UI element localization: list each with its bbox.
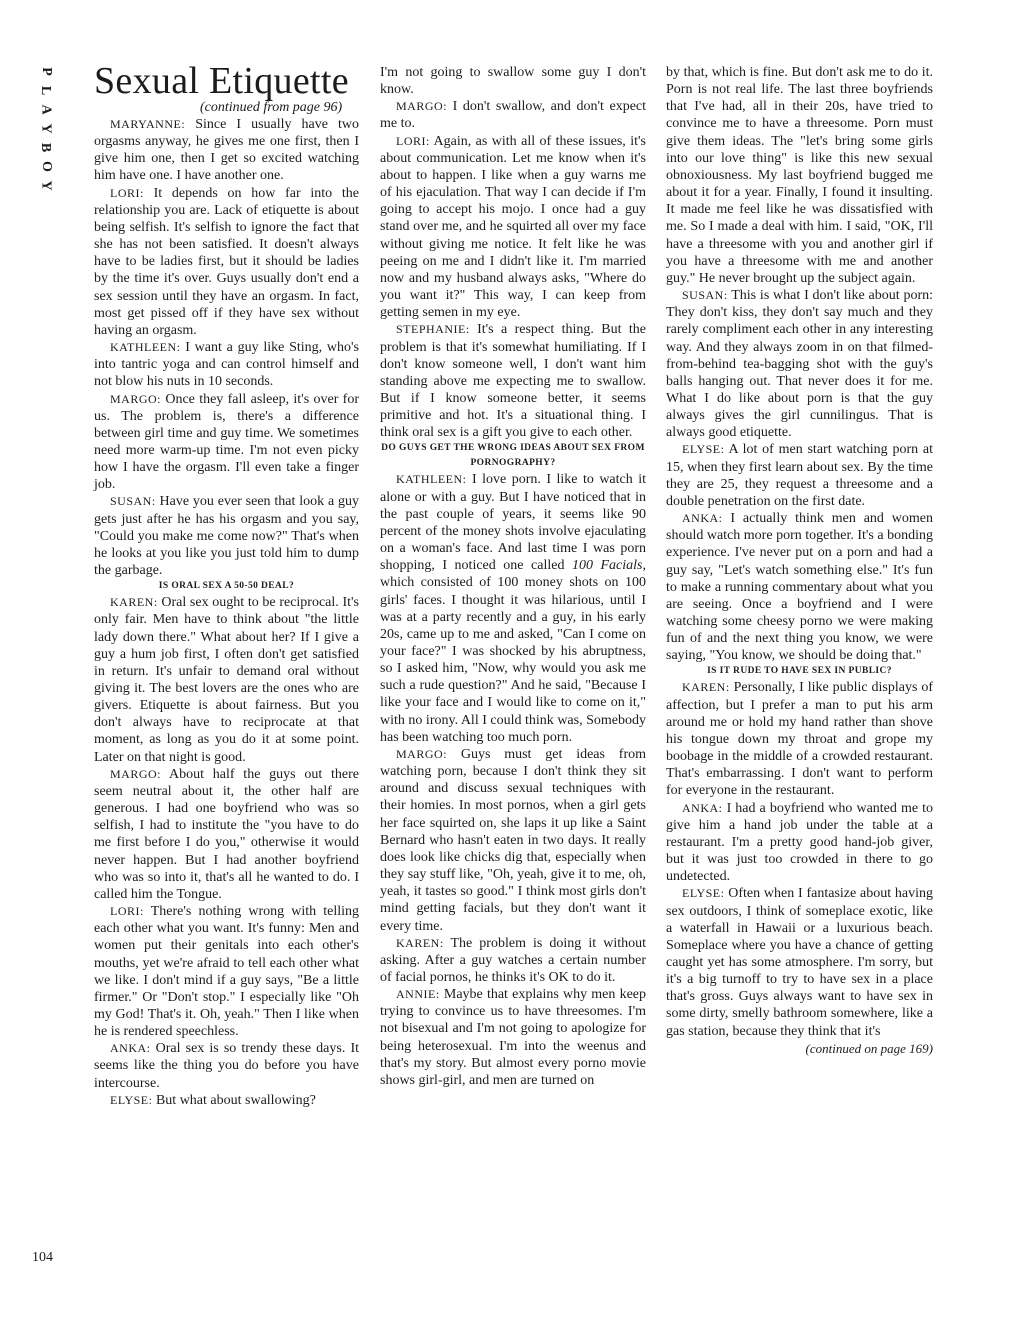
speaker: ANKA: [110, 1041, 151, 1056]
sidebar-letter: Y [38, 180, 54, 191]
page-number: 104 [32, 1250, 53, 1265]
paragraph [380, 746, 646, 935]
paragraph-text: It depends on how far into the relationship you are. Lack of etiquette is about being selfish. It's selfish to ignore the fact that she has not been satisfied. It doesn't always have to be ladies first, but it should be ladies by the time it's over. Guys usually don't end a sex session until they have an orgasm. In fact, most get pissed off if they have sex without having an orgasm. [94, 185, 359, 338]
paragraph-text: A lot of men start watching porn at 15, when they first learn about sex. By the time they are 25, they request a threesome and a double penetration on the first date. [666, 442, 933, 509]
paragraph-text: I'm not going to swallow some guy I don't know. [380, 65, 646, 98]
paragraph-text: I had a boyfriend who wanted me to give him a hand job under the table at a restaurant. I'm a pretty good hand-job giver, but it was just too crowded in there to go undetected. [666, 800, 933, 885]
continued-from-note: (continued from page 96) [200, 100, 343, 115]
article-title: Sexual Etiquette [94, 60, 349, 102]
paragraph-text: Guys must get ideas from watching porn, because I don't think they sit around and discuss sexual techniques with their homies. In most pornos, when a girl gets her face squirted on, she laps it up like a Saint Bernard who hasn't eaten in two days. It really does look like chicks dig that, especially when they say stuff like, "Oh, yeah, give it to me, oh, yeah, it tastes so good." I think most girls don't mind getting facials, but they don't want it every time. [380, 746, 647, 934]
paragraph-text: I actually think men and women should watch more porn together. It's a bonding experience. I've never put on a porn and had a guy say, "Let's watch something else." It's fun to make a running commentary about what you are seeing. Once a boyfriend and I were watching some cheesy porno we were making fun of and the next thing you know, we were saying, "You know, we should be doing that." [666, 511, 933, 664]
paragraph [666, 510, 933, 664]
paragraph-text: , which consisted of 100 money shots on 100 girls' faces. I thought it was hilarious, until I was at a party recently and a guy, in his early 20s, came up to me and asked, "Can I come on your face?" I was shocked by his abruptness, so I asked him, "Now, why would you ask me such a rude question?" And he said, "Because I like your face and I would like to come on it," with no irony. All I could think was, Somebody has been watching too much porn. [380, 558, 647, 745]
paragraph-text: This is what I don't like about porn: They don't kiss, they don't say much and they rarely compliment each other in any interesting way. And they always zoom in on that filmed-from-behind tea-bagging shot with the guy's balls hanging out. That never does it for me. What I do like about porn is that the guy always gives the girl cunnilingus. That is always good etiquette. [666, 288, 933, 441]
section-heading: DO GUYS GET THE WRONG IDEAS ABOUT SEX FROM PORNOGRAPHY? [381, 443, 645, 469]
paragraph-text: Often when I fantasize about having sex outdoors, I think of someplace exotic, like a waterfall in Hawaii or a luxurious beach. Someplace where you have a chance of getting caught yet has some atmosphere. I'm sorry, but it's a big turnoff to try to have sex in a place that's gross. Guys always want to have sex in some dirty, smelly bathroom somewhere, like a gas station, because they think that it's [666, 886, 933, 1039]
paragraph [94, 903, 359, 1040]
speaker: ELYSE: [682, 886, 725, 901]
paragraph [380, 98, 646, 132]
paragraph [94, 339, 359, 390]
paragraph-text: It's a respect thing. But the problem is that it's somewhat humiliating. If I don't know someone well, I don't want him standing above me expecting me to swallow. But if I know someone better, it seems primitive and hot. It's a situational thing. I think oral sex is a gift you give to each other. [380, 322, 646, 441]
paragraph [380, 935, 646, 986]
speaker: MARYANNE: [110, 117, 186, 131]
paragraph-text: There's nothing wrong with telling each other what you want. It's funny: Men and women put their genitals into each other's mouths, yet we're afraid to tell each other what we like. I don't mind if a guy says, "Be a little firmer." Or "Don't stop." I especially like "Oh my God! That's it. Oh, yeah." Then I like when he is rendered speechless. [94, 904, 360, 1040]
paragraph [380, 321, 646, 441]
speaker: LORI: [110, 904, 144, 919]
speaker: KATHLEEN: [110, 340, 181, 355]
paragraph-text: Once they fall asleep, it's over for us. The problem is, there's a difference between girl time and guy time. We sometimes need more warm-up time. I'm not even picky how I have the orgasm. I'll even take a finger job. [94, 391, 359, 493]
speaker: ANKA: [682, 800, 723, 815]
paragraph-text: by that, which is fine. But don't ask me to do it. Porn is not real life. The last three boyfriends that I've had, all in their 20s, have tried to convince me to have a threesome. Porn must give them ideas. The "let's bring some girls into our love thing" is like this new sexual obnoxiousness. My last boyfriend bugged me about it for a year. Finally, I found it insulting. It made me feel like he was dissatisfied with me. So I made a deal with him. I said, "OK, I'll have a threesome with you and another girl if you have a threesome with me and another guy." He never brought up the subject again. [666, 65, 933, 286]
column-3 [666, 64, 933, 1057]
magazine-name-vertical [34, 62, 58, 195]
paragraph [666, 679, 933, 799]
paragraph [666, 287, 933, 441]
paragraph [94, 594, 359, 766]
paragraph-text: Oral sex is so trendy these days. It seems like the thing you do before you have intercourse. [94, 1041, 360, 1091]
paragraph-text: Personally, I like public displays of affection, but I prefer a man to put his arm around me or hold my hand rather than shove his tongue down my throat and grope my boobage in the middle of a crowded restaurant. That's embarrassing. I don't want to perform for everyone in the restaurant. [666, 680, 933, 799]
paragraph [380, 986, 646, 1089]
speaker: ANNIE: [396, 987, 440, 1002]
paragraph [666, 441, 933, 510]
paragraph-text: About half the guys out there seem neutral about it, the other half are generous. I had one boyfriend who was so selfish, I had to institute the "you have to do me first before I do you," otherwise it would never happen. But I had another boyfriend who was so into it, that's all he wanted to do. I called him the Tongue. [94, 766, 360, 902]
section-heading: IS IT RUDE TO HAVE SEX IN PUBLIC? [707, 666, 892, 677]
speaker: KAREN: [396, 935, 444, 950]
paragraph-text: I love porn. I like to watch it alone or with a guy. But I have noticed that in the past couple of years, it seems like 90 percent of the money shots involve ejaculating on a woman's face. And last time I was porn shopping, I noticed one called [380, 472, 646, 574]
speaker: ELYSE: [110, 1092, 153, 1107]
paragraph-text: Since I usually have two orgasms anyway, he gives me one first, then I give him one, then I get so excited watching him have one. I have another one. [94, 117, 360, 184]
paragraph-text: Oral sex ought to be reciprocal. It's only fair. Men have to think about "the little lady down there." What about her? If I give a guy a hum job first, I often don't get satisfied in return. It's unfair to demand oral without giving it. The best lovers are the ones who are givers. Etiquette is about fairness. But you don't always have to reciprocate at that moment, as long as you do it at some point. Later on that night is good. [94, 595, 359, 765]
speaker: MARGO: [110, 766, 162, 781]
paragraph [94, 1040, 359, 1091]
film-title: 100 Facials [571, 558, 643, 574]
paragraph-text: Have you ever seen that look a guy gets just after he has his orgasm and you say, "Could you make me come now?" That's when he looks at you like you just told him to dump the garbage. [94, 494, 359, 579]
sidebar-letter: B [38, 142, 54, 153]
speaker: ELYSE: [682, 442, 725, 457]
sidebar-letter: A [38, 104, 54, 115]
speaker: MARGO: [110, 391, 162, 406]
speaker: SUSAN: [682, 288, 728, 303]
paragraph [666, 64, 933, 287]
column-2 [380, 64, 646, 1089]
paragraph [94, 766, 359, 903]
speaker: KAREN: [682, 680, 730, 695]
speaker: STEPHANIE: [396, 322, 470, 337]
speaker: MARGO: [396, 99, 448, 114]
speaker: LORI: [110, 185, 144, 200]
sidebar-letter: Y [38, 123, 54, 134]
paragraph [94, 1092, 359, 1109]
paragraph-text: Again, as with all of these issues, it's about communication. Let me know when it's about to happen. I like when a guy warns me of his ejaculation. That way I can decide if I'm going to accept his mojo. I once had a guy stand over me, and he squirted all over my face without giving me notice. It felt like he was peeing on me and I didn't like it. I'm married now and my husband always asks, "Where do you want it?" This way, I can keep from getting semen in my eye. [380, 133, 646, 321]
sidebar-letter: L [38, 85, 54, 96]
paragraph-text: I want a guy like Sting, who's into tantric yoga and can control himself and not blow his nuts in 10 seconds. [94, 340, 360, 390]
speaker: KATHLEEN: [396, 472, 467, 487]
speaker: ANKA: [682, 511, 723, 526]
speaker: LORI: [396, 133, 430, 148]
section-heading: IS ORAL SEX A 50-50 DEAL? [158, 581, 295, 592]
paragraph [380, 64, 646, 98]
speaker: SUSAN: [110, 494, 156, 509]
paragraph [94, 185, 359, 339]
column-1 [94, 116, 359, 1109]
paragraph [94, 116, 359, 185]
paragraph-text: I don't swallow, and don't expect me to. [380, 99, 647, 132]
paragraph-text: But what about swallowing? [155, 1092, 316, 1108]
sidebar-letter: P [38, 67, 54, 76]
paragraph [380, 133, 646, 322]
paragraph [380, 471, 646, 746]
paragraph [666, 885, 933, 1039]
paragraph-text: Maybe that explains why men keep trying to convince us to have threesomes. I'm not bisexual and I'm not going to apologize for being heterosexual. I'm into the weenus and that's my story. But almost every porno movie shows girl-girl, and men are turned on [380, 987, 647, 1088]
continued-on-note: (continued on page 169) [805, 1040, 933, 1056]
sidebar-letter: O [38, 161, 54, 172]
paragraph-text: The problem is doing it without asking. After a guy watches a certain number of facial pornos, he thinks it's OK to do it. [380, 935, 646, 985]
paragraph [94, 391, 359, 494]
speaker: MARGO: [396, 746, 448, 761]
paragraph [94, 493, 359, 579]
speaker: KAREN: [110, 595, 158, 610]
paragraph [666, 800, 933, 886]
